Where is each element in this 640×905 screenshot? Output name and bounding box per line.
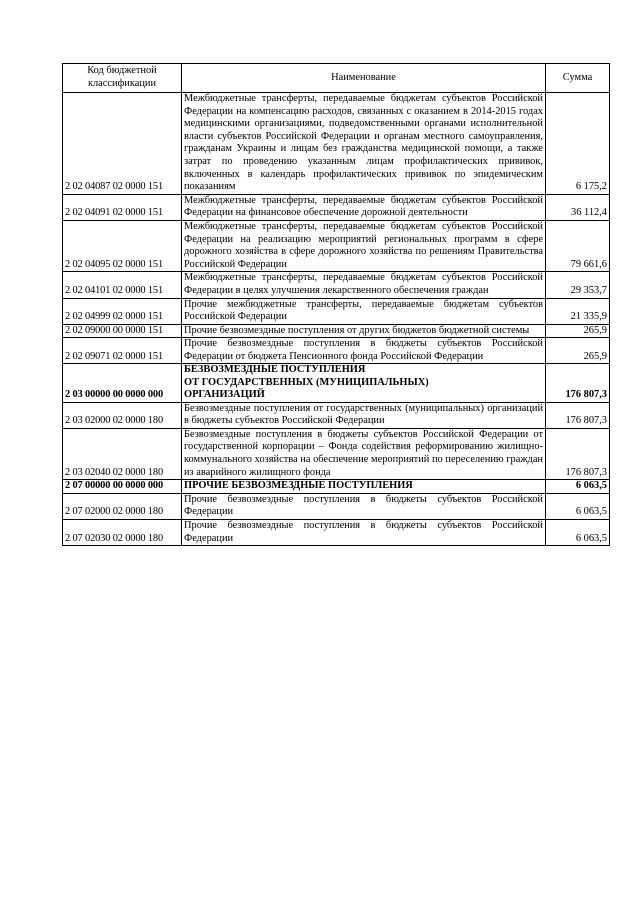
table-row — [63, 364, 610, 402]
row-sum: 6 063,5 — [546, 493, 610, 519]
row-code: 2 02 04095 02 0000 151 — [63, 220, 182, 271]
row-code: 2 07 02030 02 0000 180 — [63, 520, 182, 546]
row-name: Безвозмездные поступления от государственных (муниципальных) организаций в бюджеты субъектов Российской Федерации — [182, 402, 546, 428]
row-sum: 265,9 — [546, 324, 610, 338]
row-name-line: БЕЗВОЗМЕЗДНЫЕ ПОСТУПЛЕНИЯ — [184, 364, 366, 376]
table-row — [63, 298, 610, 324]
row-code: 2 02 04101 02 0000 151 — [63, 272, 182, 298]
row-sum: 6 063,5 — [546, 480, 610, 494]
header-code: Код бюджетной классификации — [63, 64, 182, 93]
row-name: Прочие межбюджетные трансферты, передаваемые бюджетам субъектов Российской Федерации — [182, 298, 546, 324]
row-sum: 79 661,6 — [546, 220, 610, 271]
row-name: Межбюджетные трансферты, передаваемые бюджетам субъектов Российской Федерации в целях улучшения лекарственного обеспечения граждан — [182, 272, 546, 298]
row-name: Прочие безвозмездные поступления в бюджеты субъектов Российской Федерации — [182, 493, 546, 519]
row-code: 2 02 04999 02 0000 151 — [63, 298, 182, 324]
table-row — [63, 338, 610, 364]
row-name: ПРОЧИЕ БЕЗВОЗМЕЗДНЫЕ ПОСТУПЛЕНИЯ — [182, 480, 546, 494]
row-sum: 36 112,4 — [546, 194, 610, 220]
row-code: 2 03 00000 00 0000 000 — [63, 364, 182, 402]
table-row — [63, 493, 610, 519]
revenue-table — [62, 63, 610, 546]
table-body — [63, 93, 610, 546]
header-name: Наименование — [182, 64, 546, 93]
table-row — [63, 194, 610, 220]
table-row — [63, 324, 610, 338]
header-sum: Сумма — [546, 64, 610, 93]
row-sum: 21 335,9 — [546, 298, 610, 324]
row-code: 2 03 02000 02 0000 180 — [63, 402, 182, 428]
row-sum: 265,9 — [546, 338, 610, 364]
row-code: 2 07 00000 00 0000 000 — [63, 480, 182, 494]
row-name: Межбюджетные трансферты, передаваемые бюджетам субъектов Российской Федерации на финансовое обеспечение дорожной деятельности — [182, 194, 546, 220]
row-sum: 176 807,3 — [546, 364, 610, 402]
row-name-line: ОРГАНИЗАЦИЙ — [184, 389, 265, 401]
table-row — [63, 272, 610, 298]
row-name: Безвозмездные поступления в бюджеты субъектов Российской Федерации от государственной корпорации – Фонда содействия реформированию жилищно-коммунального хозяйства на обеспечение мероприятий по переселению граждан из аварийного жилищного фонда — [182, 428, 546, 479]
table-row — [63, 402, 610, 428]
table-row — [63, 220, 610, 271]
table-row — [63, 480, 610, 494]
row-name: Межбюджетные трансферты, передаваемые бюджетам субъектов Российской Федерации на компенсацию расходов, связанных с оказанием в 2014-2015 годах медицинскими организациями, подведомственными органами исполнительной власти субъектов Российской Федерации и органам местного самоуправления, гражданам Украины и лицам без гражданства медицинской помощи, а также затрат по проведению указанным лицам профилактических прививок, включенных в календарь профилактических прививок по эпидемическим показаниям — [182, 93, 546, 195]
row-name — [182, 364, 546, 402]
row-code: 2 02 09000 00 0000 151 — [63, 324, 182, 338]
table-header-row — [63, 64, 610, 93]
row-name: Прочие безвозмездные поступления в бюджеты субъектов Российской Федерации от бюджета Пенсионного фонда Российской Федерации — [182, 338, 546, 364]
table-row — [63, 428, 610, 479]
row-name: Межбюджетные трансферты, передаваемые бюджетам субъектов Российской Федерации на реализацию мероприятий региональных программ в сфере дорожного хозяйства в сфере дорожного хозяйства по решениям Правительства Российской Федерации — [182, 220, 546, 271]
row-name: Прочие безвозмездные поступления в бюджеты субъектов Российской Федерации — [182, 520, 546, 546]
table-row — [63, 520, 610, 546]
row-code: 2 07 02000 02 0000 180 — [63, 493, 182, 519]
row-code: 2 02 04091 02 0000 151 — [63, 194, 182, 220]
row-sum: 6 063,5 — [546, 520, 610, 546]
row-sum: 6 175,2 — [546, 93, 610, 195]
row-sum: 29 353,7 — [546, 272, 610, 298]
table-row — [63, 93, 610, 195]
document-page — [62, 63, 609, 546]
row-name: Прочие безвозмездные поступления от других бюджетов бюджетной системы — [182, 324, 546, 338]
row-sum: 176 807,3 — [546, 402, 610, 428]
row-name-line: ОТ ГОСУДАРСТВЕННЫХ (МУНИЦИПАЛЬНЫХ) — [184, 376, 429, 388]
row-code: 2 02 04087 02 0000 151 — [63, 93, 182, 195]
row-sum: 176 807,3 — [546, 428, 610, 479]
row-code: 2 02 09071 02 0000 151 — [63, 338, 182, 364]
row-code: 2 03 02040 02 0000 180 — [63, 428, 182, 479]
